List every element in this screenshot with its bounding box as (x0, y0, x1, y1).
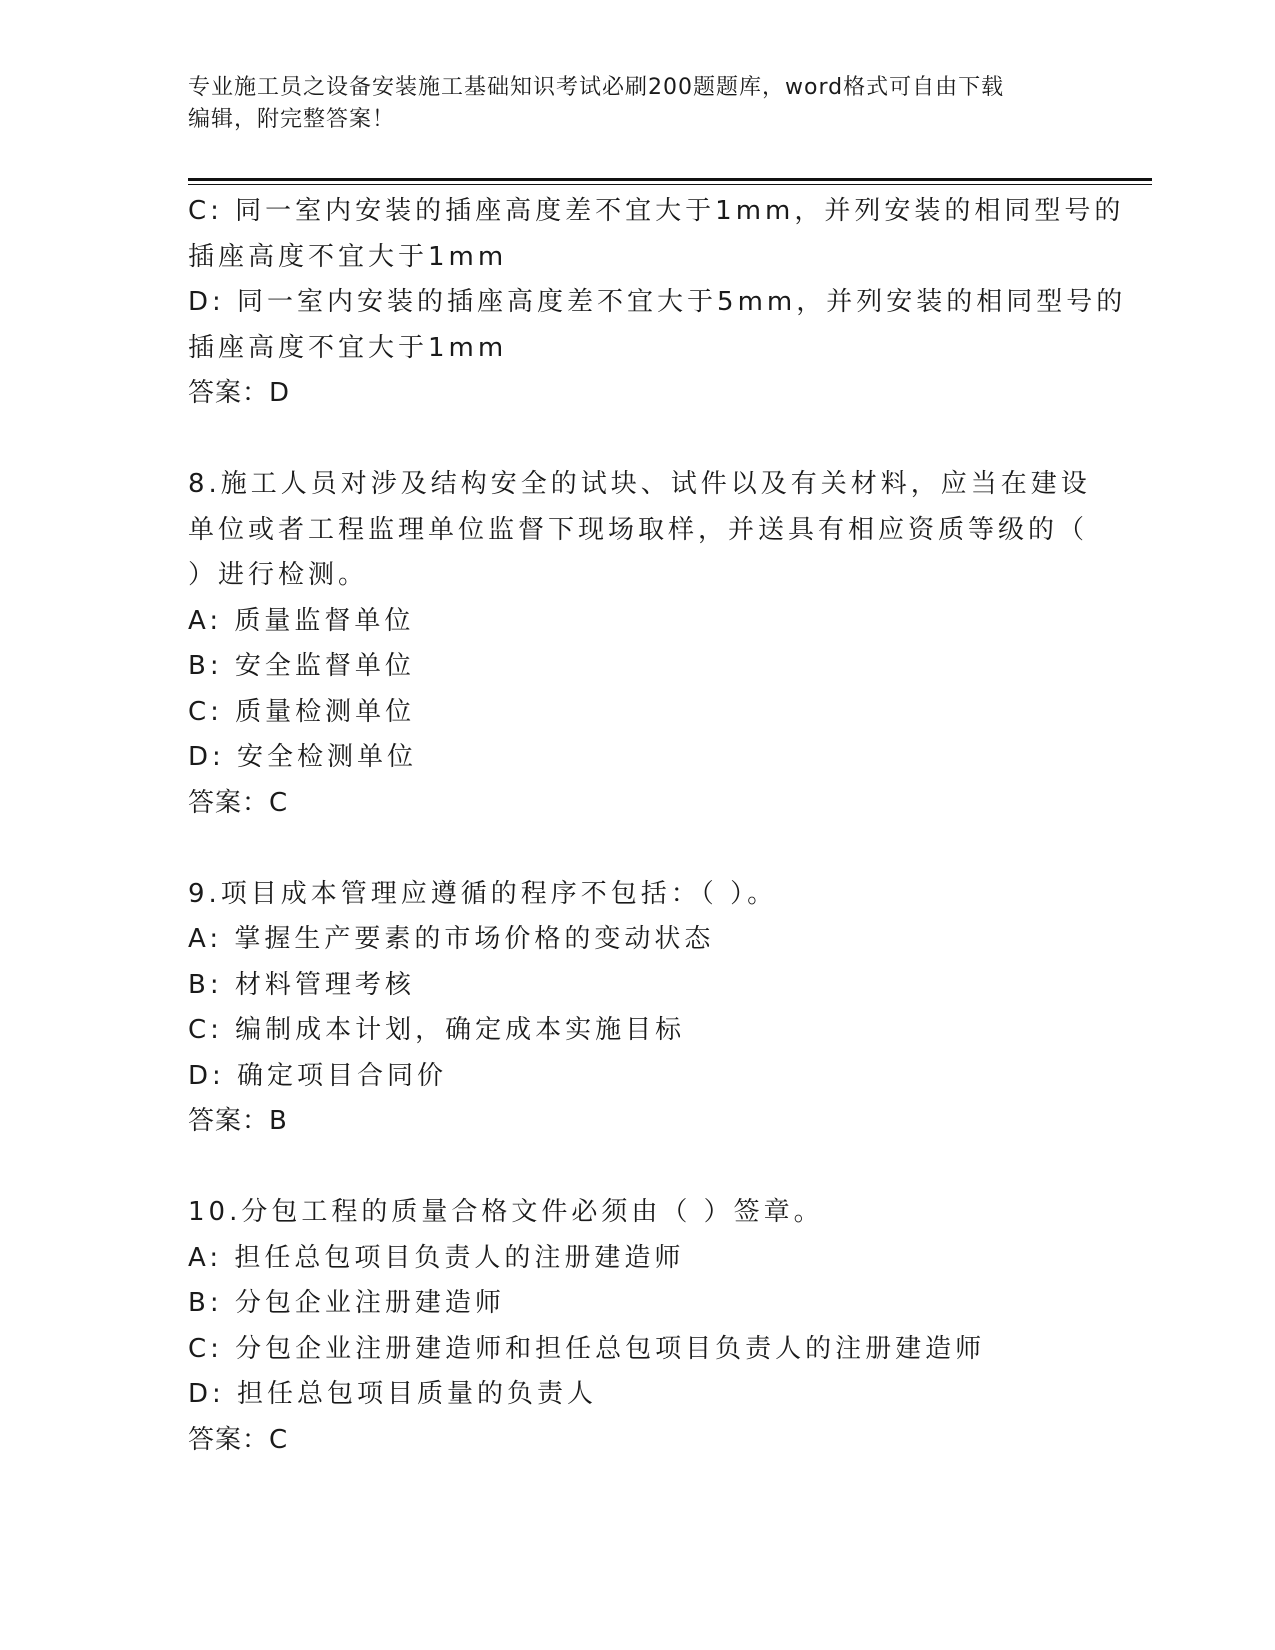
option-a: A: 担任总包项目负责人的注册建造师 (188, 1242, 685, 1273)
option-c: C: 编制成本计划，确定成本实施目标 (188, 1015, 686, 1045)
option-b: B: 材料管理考核 (188, 969, 415, 1000)
header-divider-thin (188, 184, 1152, 185)
option-a: A: 质量监督单位 (188, 605, 415, 636)
option-b: B: 分包企业注册建造师 (188, 1288, 505, 1318)
option-c: C: 质量检测单位 (188, 696, 416, 727)
header-title-line-2: 编辑，附完整答案！ (188, 107, 396, 132)
option-c: C: 分包企业注册建造师和担任总包项目负责人的注册建造师 (188, 1333, 986, 1364)
option-d: D: 确定项目合同价 (188, 1060, 448, 1091)
spacer (188, 417, 1088, 463)
spacer (188, 1145, 1088, 1191)
option-d: D: 担任总包项目质量的负责人 (188, 1379, 598, 1409)
question-stem-line-2: 单位或者工程监理单位监督下现场取样，并送具有相应资质等级的（ (188, 514, 1089, 545)
question-stem-line-1: 8.施工人员对涉及结构安全的试块、试件以及有关材料，应当在建设 (188, 469, 1091, 499)
question-7-continued (188, 189, 1127, 417)
answer: 答案：D (188, 378, 291, 408)
answer: 答案：B (188, 1106, 288, 1136)
question-list (188, 189, 1127, 1463)
question-stem-line-3: ）进行检测。 (188, 560, 369, 590)
option-c-line-1: C: 同一室内安装的插座高度差不宜大于1mm，并列安装的相同型号的 (188, 196, 1125, 226)
spacer (188, 826, 1088, 872)
header-divider-thick (188, 178, 1152, 181)
option-c-line-2: 插座高度不宜大于1mm (188, 241, 508, 272)
answer: 答案：C (188, 787, 289, 818)
question-stem: 10.分包工程的质量合格文件必须由（ ）签章。 (188, 1197, 824, 1227)
document-header (188, 72, 1068, 136)
question-stem: 9.项目成本管理应遵循的程序不包括：（ ）。 (188, 878, 778, 909)
option-d: D: 安全检测单位 (188, 742, 418, 772)
question-8 (188, 462, 1091, 826)
question-9 (188, 872, 1088, 1145)
option-a: A: 掌握生产要素的市场价格的变动状态 (188, 924, 715, 954)
answer: 答案：C (188, 1424, 289, 1455)
option-d-line-1: D: 同一室内安装的插座高度差不宜大于5mm，并列安装的相同型号的 (188, 287, 1127, 317)
option-b: B: 安全监督单位 (188, 651, 415, 681)
question-10 (188, 1190, 1088, 1463)
option-d-line-2: 插座高度不宜大于1mm (188, 332, 508, 363)
header-title-line-1: 专业施工员之设备安装施工基础知识考试必刷200题题库，word格式可自由下载 (188, 75, 1005, 100)
